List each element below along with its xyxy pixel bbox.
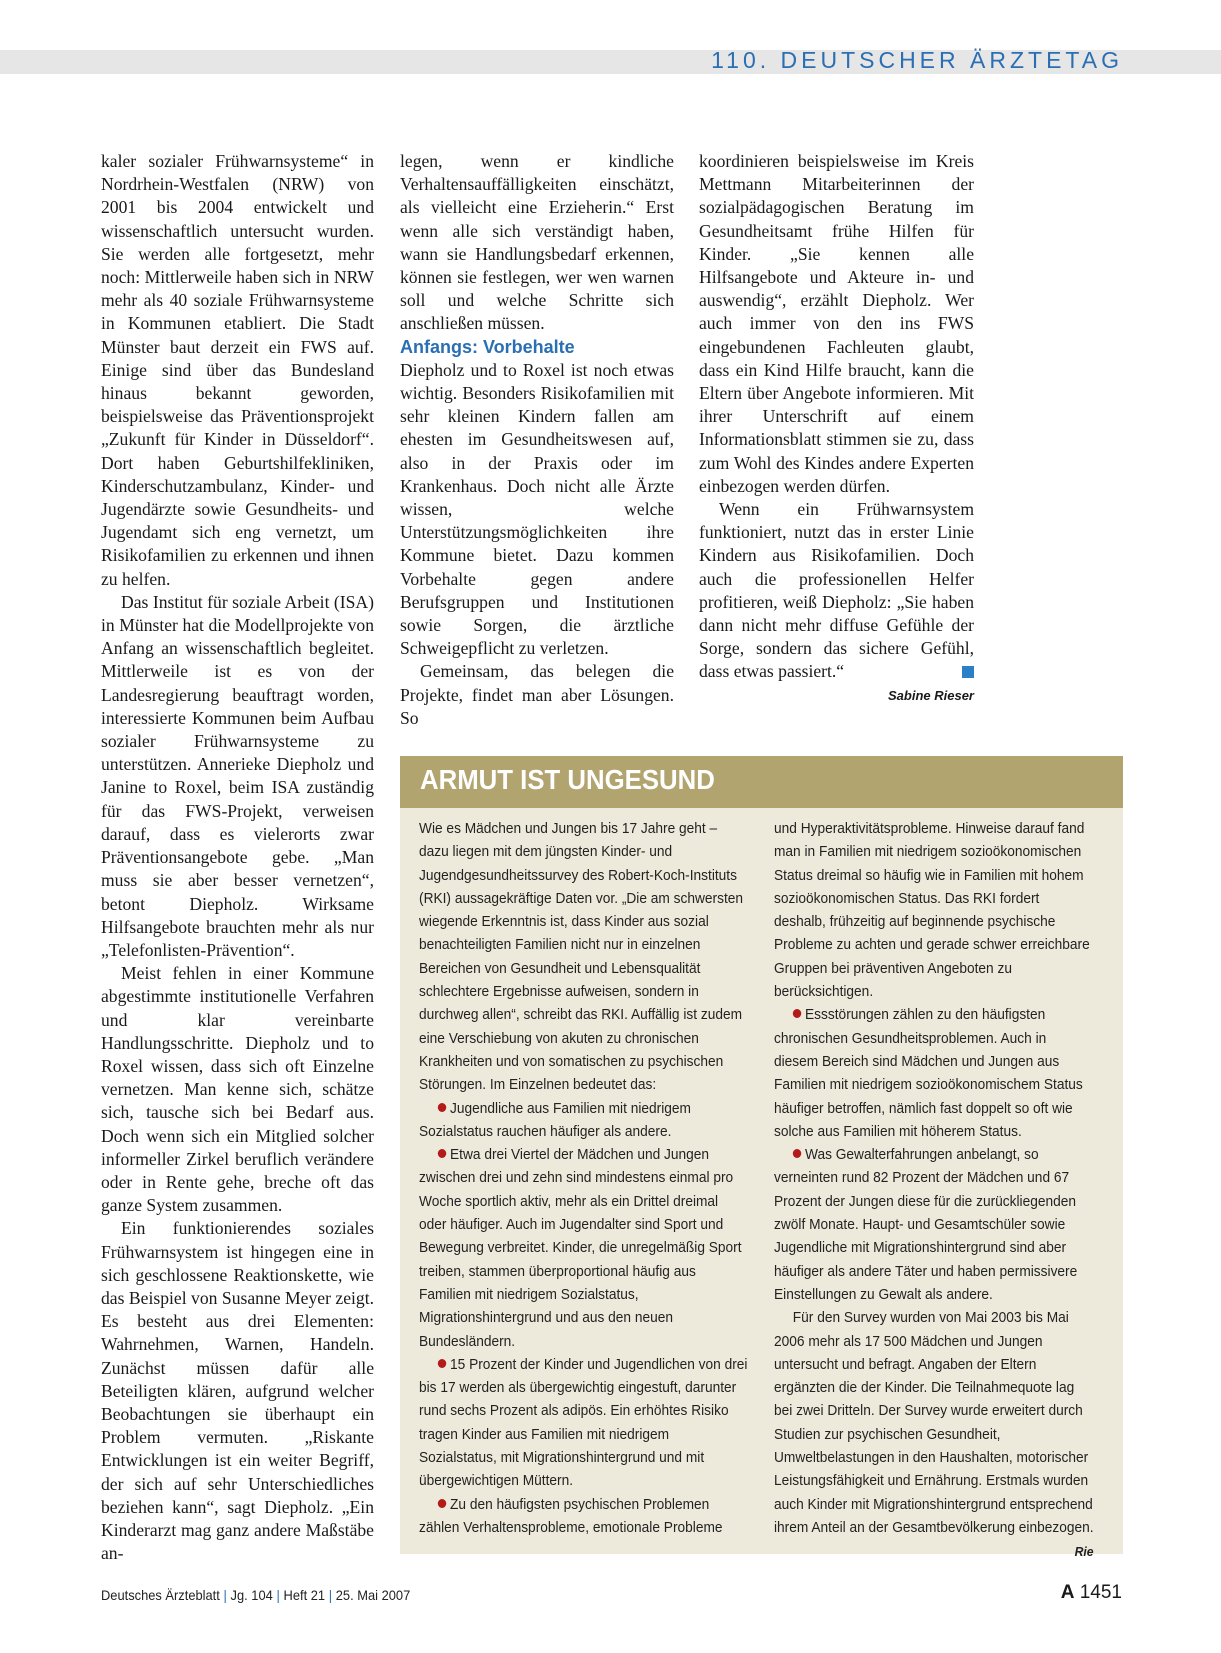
info-box-column-1	[419, 818, 748, 1540]
paragraph: Diepholz und to Roxel ist noch etwas wichtig. Besonders Risikofamilien mit sehr kleinen Kindern fallen am ehesten im Gesundheitswesen auf, also in der Praxis oder im Krankenhaus. Doch nicht alle Ärzte wissen, welche Unterstützungsmöglichkeiten ihre Kommune bietet. Dazu kommen Vorbehalte gegen andere Berufsgruppen und Institutionen sowie Sorgen, die ärztliche Schweigepflicht zu verletzen.	[400, 359, 674, 659]
volume: Jg. 104	[230, 1587, 273, 1603]
paragraph-text: und Hyperaktivitätsprobleme. Hinweise darauf fand man in Familien mit niedrigem sozioökonomischen Status dreimal so häufig wie in Familien mit hohem sozioökonomischen Status. Das RKI fordert deshalb, frühzeitig auf beginnende psychische Probleme zu achten und gerade schwer erreichbare Gruppen bei präventiven Angeboten zu berücksichtigen.	[774, 821, 1090, 1001]
box-signature: Rie	[1074, 1544, 1094, 1560]
article-column-1	[101, 150, 374, 1565]
bullet-paragraph	[419, 1354, 748, 1494]
paragraph-text: Zu den häufigsten psychischen Problemen zählen Verhaltensprobleme, emotionale Probleme	[419, 1496, 723, 1536]
article-column-2	[400, 150, 674, 730]
issue-date: 25. Mai 2007	[335, 1587, 411, 1603]
paragraph-text: Essstörungen zählen zu den häufigsten chronischen Gesundheitsproblemen. Auch in diesem Bereich sind Mädchen und Jungen aus Familien mit niedrigem sozioökonomischem Status häufiger betroffen, nämlich fast doppelt so oft wie solche aus Familien mit höherem Status.	[774, 1007, 1083, 1140]
issue: Heft 21	[283, 1587, 326, 1603]
paragraph-text: Etwa drei Viertel der Mädchen und Jungen zwischen drei und zehn sind mindestens einmal pro Woche sportlich aktiv, mehr als ein Drittel dreimal oder häufiger. Auch im Jugendalter sind Sport und Bewegung verbreitet. Kinder, die unregelmäßig Sport treiben, stammen überproportional häufig aus Familien mit niedrigem Sozialstatus, Migrationshintergrund und aus den neuen Bundesländern.	[419, 1147, 742, 1350]
bullet-icon	[438, 1359, 446, 1368]
subheading: Anfangs: Vorbehalte	[400, 336, 575, 357]
paragraph: Ein funktionierendes soziales Frühwarnsystem ist hingegen eine in sich geschlossene Reaktionskette, wie das Beispiel von Susanne Meyer zeigt. Es besteht aus drei Elementen: Wahrnehmen, Warnen, Handeln. Zunächst müssen dafür alle Beteiligten klären, aufgrund welcher Beobachtungen sie überhaupt ein Problem vermuten. „Riskante Entwicklungen ist ein weiter Begriff, der sich auf sehr Unterschiedliches beziehen kann“, sagt Diepholz. „Ein Kinderarzt mag ganz andere Maßstäbe an-	[101, 1218, 374, 1564]
bullet-paragraph	[419, 1098, 748, 1145]
paragraph	[419, 818, 748, 1098]
journal-name: Deutsches Ärzteblatt	[101, 1587, 220, 1603]
info-box-column-2	[774, 818, 1094, 1564]
paragraph	[699, 498, 974, 684]
footer: Deutsches Ärzteblatt | Jg. 104 | Heft 21 | 25. Mai 2007	[101, 1587, 411, 1603]
bullet-paragraph	[419, 1144, 748, 1354]
end-mark-icon	[962, 666, 974, 678]
paragraph: Gemeinsam, das belegen die Projekte, findet man aber Lösungen. So	[400, 661, 674, 728]
paragraph	[774, 818, 1094, 1004]
bullet-icon	[438, 1103, 446, 1112]
info-box-title: ARMUT IST UNGESUND	[420, 764, 715, 795]
info-box	[400, 756, 1123, 1560]
bullet-paragraph	[419, 1494, 748, 1541]
paragraph: legen, wenn er kindliche Verhaltensauffälligkeiten einschätzt, als vielleicht eine Erzieherin.“ Erst wenn alle sich verständigt haben, wann sie Handlungsbedarf erkennen, können sie festlegen, wer wen warnen soll und welche Schritte sich anschließen müssen.	[400, 151, 674, 334]
page-number: A 1451	[1060, 1582, 1122, 1603]
paragraph-text: Wenn ein Frühwarnsystem funktioniert, nutzt das in erster Linie Kindern aus Risikofamilien. Doch auch die professionellen Helfer profitieren, weiß Diepholz: „Sie haben dann nicht mehr diffuse Gefühle der Sorge, sondern das sichere Gefühl, dass etwas passiert.“	[699, 499, 974, 682]
paragraph-text: Wie es Mädchen und Jungen bis 17 Jahre geht – dazu liegen mit dem jüngsten Kinder- und Jugendgesundheitssurvey des Robert-Koch-Instituts (RKI) aussagekräftige Daten vor. „Die am schwersten wiegende Erkenntnis ist, dass Kinder aus sozial benachteiligten Familien nicht nur in einzelnen Bereichen von Gesundheit und Lebensqualität schlechtere Ergebnisse aufweisen, sondern in durchweg allen“, schreibt das RKI. Auffällig ist zudem eine Verschiebung von akuten zu chronischen Krankheiten und von somatischen zu psychischen Störungen. Im Einzelnen bedeutet das:	[419, 821, 744, 1094]
paragraph-text: 15 Prozent der Kinder und Jugendlichen von drei bis 17 werden als übergewichtig eingestuft, darunter rund sechs Prozent als adipös. Ein erhöhtes Risiko tragen Kinder aus Familien mit niedrigem Sozialstatus, mit Migrationshintergrund und mit übergewichtigen Müttern.	[419, 1356, 748, 1490]
paragraph: Das Institut für soziale Arbeit (ISA) in Münster hat die Modellprojekte von Anfang an wissenschaftlich begleitet. Mittlerweile ist es von der Landesregierung beauftragt worden, interessierte Kommunen beim Aufbau sozialer Frühwarnsysteme zu unterstützen. Annerieke Diepholz und Janine to Roxel, beim ISA zuständig für das FWS-Projekt, verweisen darauf, dass es vielerorts zwar Präventionsangebote gebe. „Man muss sie aber besser vernetzen“, betont Diepholz. Wirksame Hilfsangebote brauchten mehr als nur „Telefonlisten-Prävention“.	[101, 591, 374, 960]
paragraph: Meist fehlen in einer Kommune abgestimmte institutionelle Verfahren und klar vereinbarte Handlungsschritte. Diepholz und to Roxel wissen, dass sich oft Einzelne vernetzen. Man kenne sich, schätze sich, tausche sich bei Bedarf aus. Doch wenn sich ein Mitglied solcher informeller Zirkel beruflich verändere oder in Rente gehe, breche oft das ganze System zusammen.	[101, 963, 374, 1216]
author-byline: Sabine Rieser	[888, 687, 974, 703]
bullet-icon	[438, 1149, 446, 1158]
bullet-icon	[438, 1499, 446, 1508]
article-column-3	[699, 150, 974, 707]
paragraph: kaler sozialer Frühwarnsysteme“ in Nordrhein-Westfalen (NRW) von 2001 bis 2004 entwickelt und wissenschaftlich untersucht wurden. Sie werden alle fortgesetzt, mehr noch: Mittlerweile haben sich in NRW mehr als 40 soziale Frühwarnsysteme in Kommunen etabliert. Die Stadt Münster baut derzeit ein FWS auf. Einige sind über das Bundesland hinaus bekannt geworden, beispielsweise das Präventionsprojekt „Zukunft für Kinder in Düsseldorf“. Dort haben Geburtshilfekliniken, Kinderschutzambulanz, Kinder- und Jugendärzte sowie Gesundheits- und Jugendamt sich eng vernetzt, um Risikofamilien zu erkennen und ihnen zu helfen.	[101, 151, 374, 589]
paragraph-text: Was Gewalterfahrungen anbelangt, so verneinten rund 82 Prozent der Mädchen und 67 Prozent der Jungen diese für die zurückliegenden zwölf Monate. Haupt- und Gesamtschüler sowie Jugendliche mit Migrationshintergrund sind aber häufiger als andere Täter und haben permissivere Einstellungen zu Gewalt als andere.	[774, 1147, 1078, 1303]
paragraph	[774, 1307, 1094, 1560]
bullet-paragraph	[774, 1004, 1094, 1144]
paragraph-text: Jugendliche aus Familien mit niedrigem Sozialstatus rauchen häufiger als andere.	[419, 1100, 691, 1140]
paragraph-text: Für den Survey wurden von Mai 2003 bis Mai 2006 mehr als 17 500 Mädchen und Jungen untersucht und befragt. Angaben der Eltern ergänzten die der Kinder. Die Teilnahmequote lag bei zwei Dritteln. Der Survey wurde erweitert durch Studien zur psychischen Gesundheit, Umweltbelastungen in den Haushalten, motorischer Leistungsfähigkeit und Ernährung. Erstmals wurden auch Kinder mit Migrationshintergrund entsprechend ihrem Anteil an der Gesamtbevölkerung einbezogen.	[774, 1310, 1094, 1536]
info-box-header	[400, 756, 1123, 808]
section-title: 110. DEUTSCHER ÄRZTETAG	[711, 47, 1123, 73]
bullet-icon	[793, 1149, 801, 1158]
bullet-icon	[793, 1009, 801, 1018]
bullet-paragraph	[774, 1144, 1094, 1307]
paragraph: koordinieren beispielsweise im Kreis Mettmann Mitarbeiterinnen der sozialpädagogischen Beratung im Gesundheitsamt frühe Hilfen für Kinder. „Sie kennen alle Hilfsangebote und Akteure in- und auswendig“, erzählt Diepholz. Wer auch immer von den ins FWS eingebundenen Fachleuten glaubt, dass ein Kind Hilfe braucht, kann die Eltern über Angebote informieren. Mit ihrer Unterschrift auf einem Informationsblatt stimmen sie zu, dass zum Wohl des Kindes andere Experten einbezogen werden dürfen.	[699, 151, 974, 496]
